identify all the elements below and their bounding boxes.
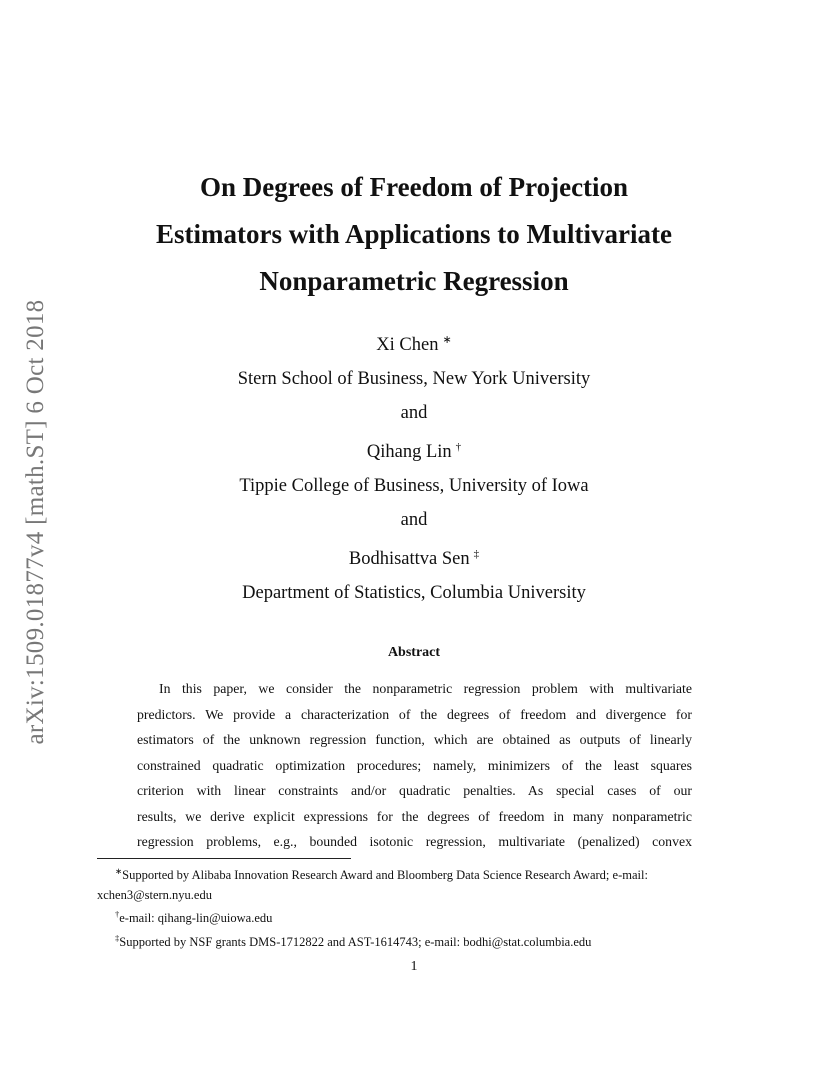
author-3 [0,537,828,576]
abstract-heading: Abstract [387,645,441,660]
footnote-2-text: e-mail: qihang-lin@uiowa.edu [119,911,273,925]
abstract-line: criterion with linear constraints and/or quadratic penalties. As special cases of our [137,783,692,798]
author-separator-2: and [400,510,428,530]
footnote-1 [97,862,733,886]
title-line-3: Nonparametric Regression [259,266,569,296]
abstract-line: predictors. We provide a characterization of the degrees of freedom and divergence for [137,706,692,722]
abstract-line: In this paper, we consider the nonparametric regression problem with multivariate [159,681,692,696]
arxiv-identifier-stamp: arXiv:1509.01877v4 [math.ST] 6 Oct 2018 [22,299,49,745]
abstract-line: regression problems, e.g., bounded isotonic regression, multivariate (penalized) convex [137,834,692,849]
author-3-footnote-mark: ‡ [473,548,480,560]
footnote-1-mark: ∗ [115,866,123,876]
paper-title [0,164,828,305]
author-1-affiliation: Stern School of Business, New York University [237,369,591,389]
author-3-affiliation: Department of Statistics, Columbia University [242,583,586,603]
author-1 [0,323,828,362]
author-3-name: Bodhisattva Sen [348,549,470,569]
title-line-2: Estimators with Applications to Multivariate [156,219,672,249]
author-1-footnote-mark: ∗ [442,334,452,346]
footnote-rule [97,858,351,859]
footnote-3 [97,929,733,953]
page-number: 1 [410,959,418,974]
author-2 [0,430,828,469]
footnote-1-email: xchen3@stern.nyu.edu [97,887,212,902]
footnotes [97,862,733,952]
abstract-line: constrained quadratic optimization procedures; namely, minimizers of the least squares [137,757,692,773]
author-block [0,323,828,610]
footnote-2-mark: † [115,909,120,919]
abstract-line: results, we derive explicit expressions for the degrees of freedom in many nonparametric [137,808,692,824]
author-2-affiliation: Tippie College of Business, University of Iowa [239,476,589,496]
abstract-line: estimators of the unknown regression function, which are obtained as outputs of linearly [137,732,692,747]
author-1-name: Xi Chen [376,335,439,355]
title-line-1: On Degrees of Freedom of Projection [199,172,629,202]
footnote-1-text: Supported by Alibaba Innovation Research Award and Bloomberg Data Science Research Award; e-mail: [122,868,648,882]
author-2-footnote-mark: † [455,441,462,453]
footnote-3-mark: ‡ [115,932,120,943]
author-separator-1: and [400,403,428,423]
footnote-3-text: Supported by NSF grants DMS-1712822 and AST-1614743; e-mail: bodhi@stat.columbia.edu [119,934,592,949]
author-2-name: Qihang Lin [366,442,452,462]
footnote-2 [97,905,733,929]
abstract-body [137,676,692,855]
